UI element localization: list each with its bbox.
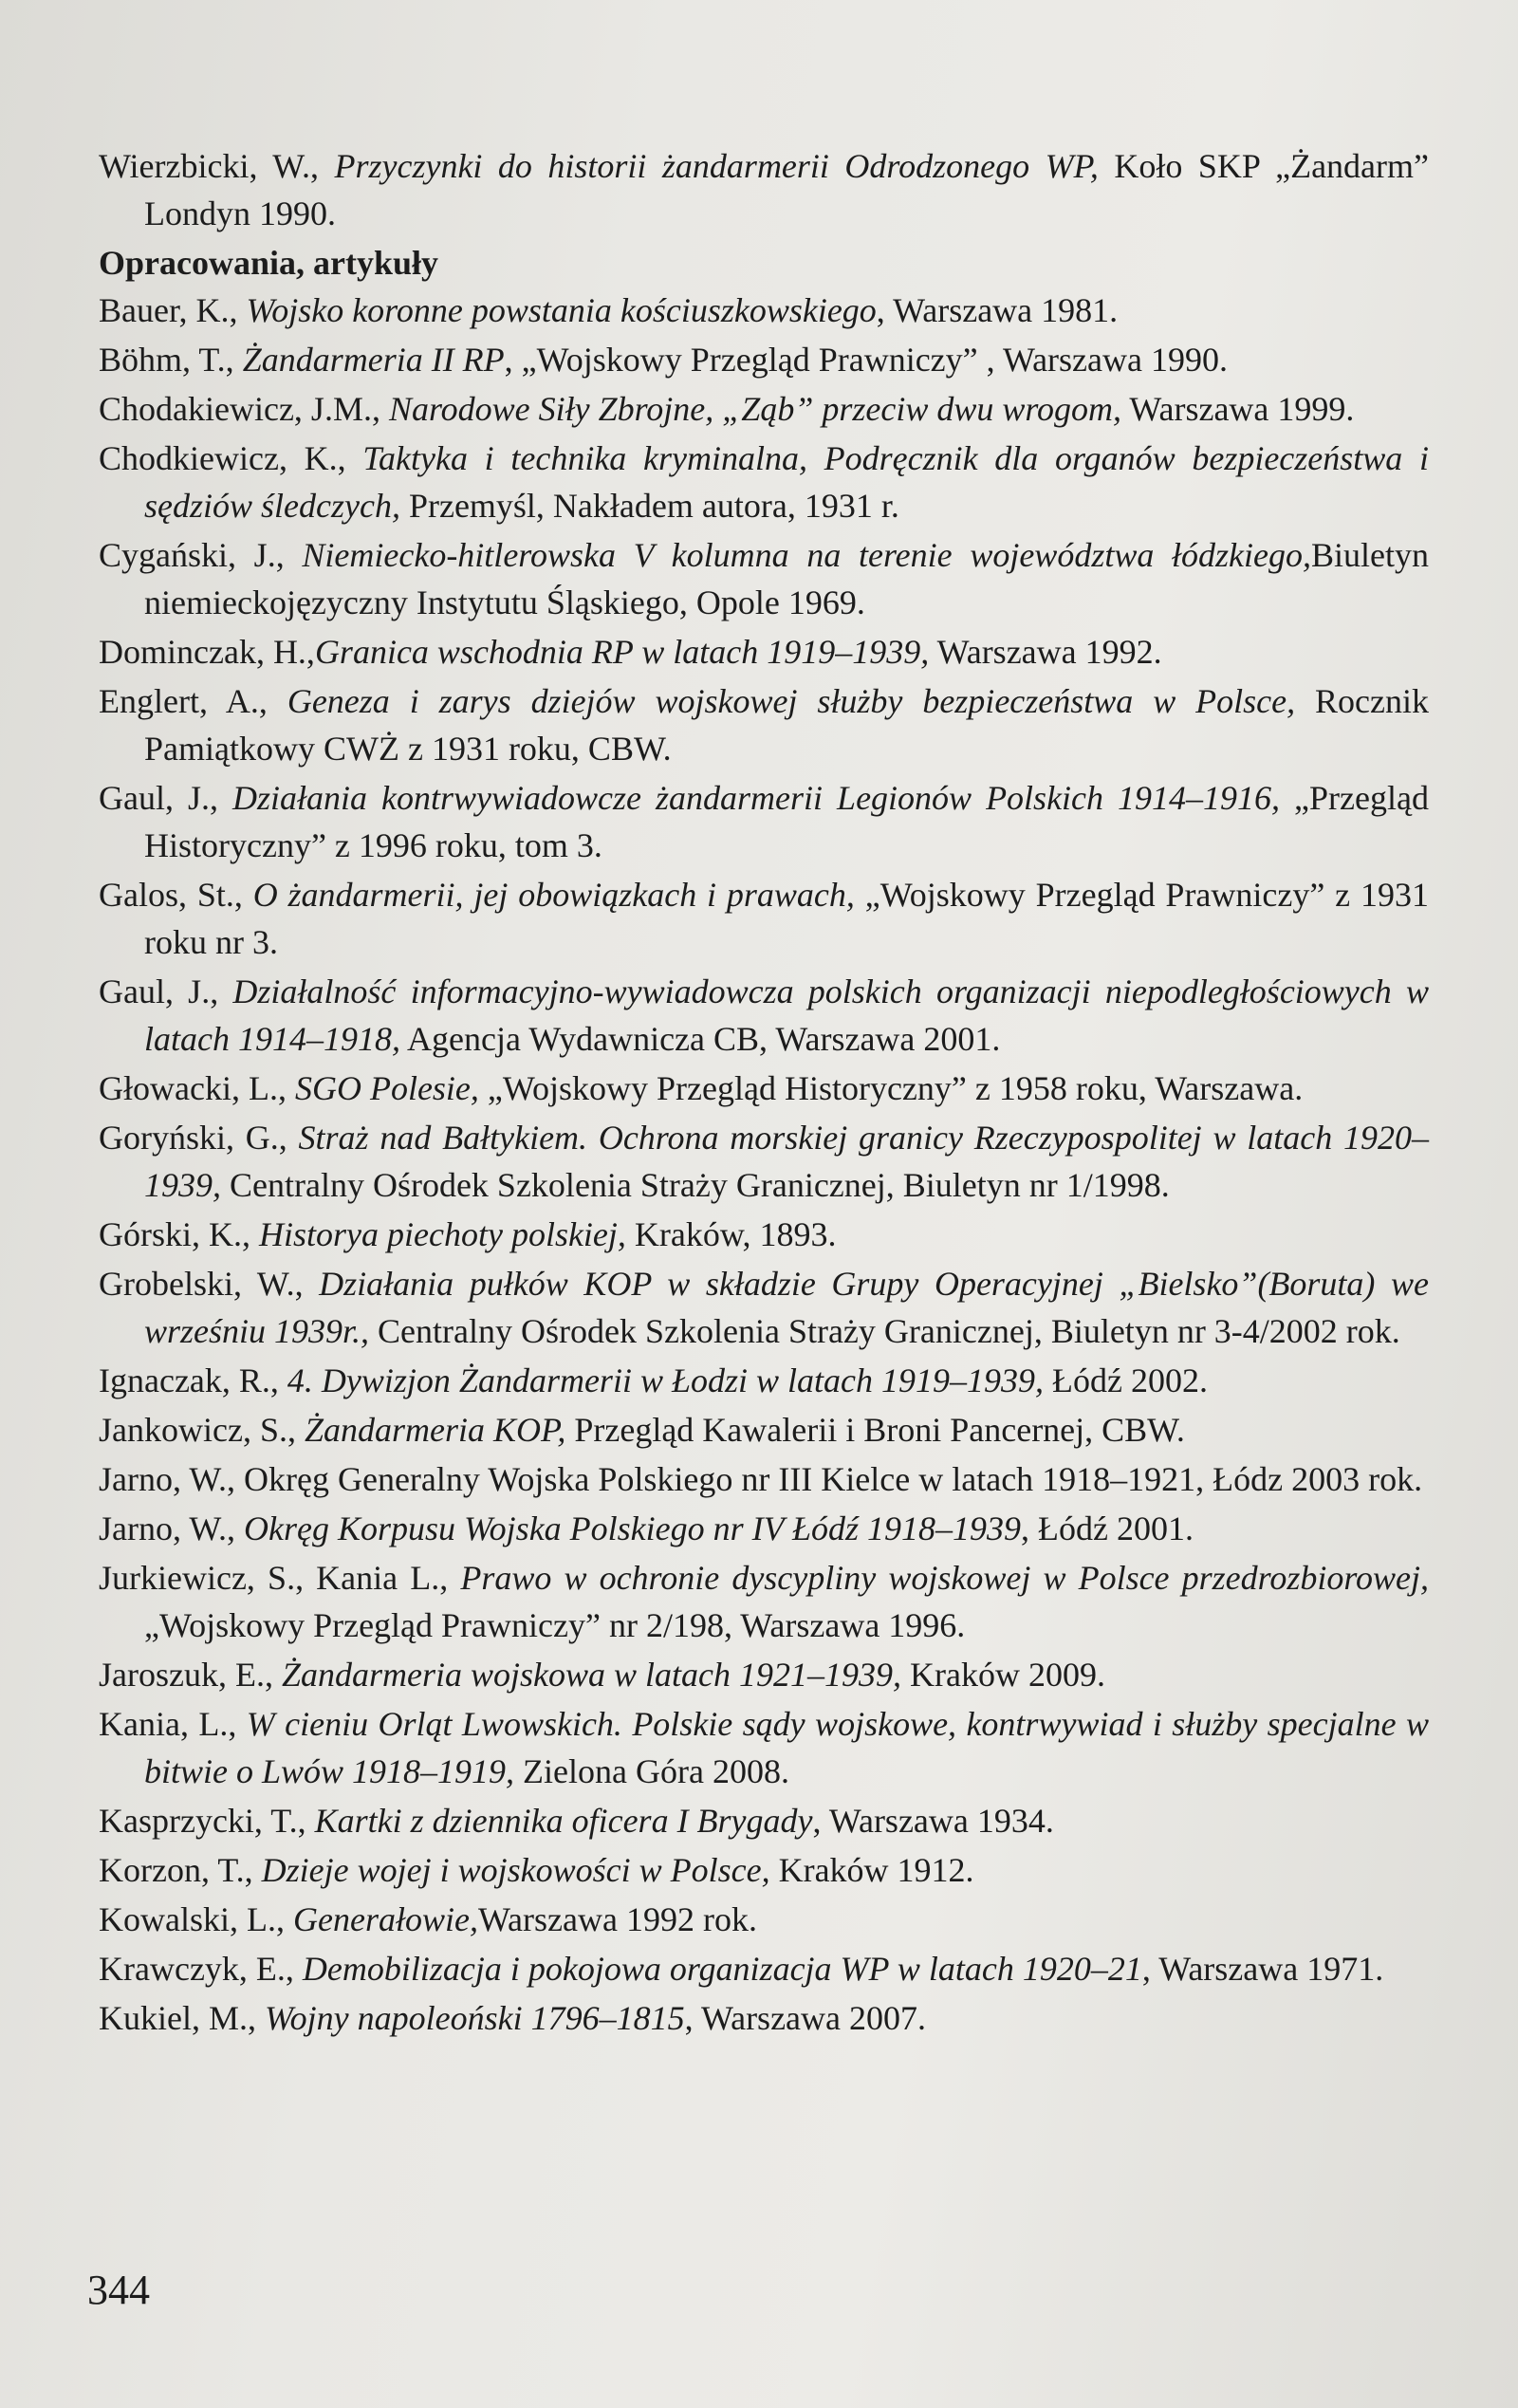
entry-title: Granica wschodnia RP w latach 1919–1939, bbox=[314, 633, 930, 671]
entry-publication: „Wojskowy Przegląd Prawniczy” z 1931 roku nr 3. bbox=[144, 876, 1430, 961]
entry-author: Gaul, J., bbox=[99, 779, 233, 817]
bibliography-entry bbox=[99, 1505, 1429, 1552]
entry-title: 4. Dywizjon Żandarmerii w Łodzi w latach 1919–1939, bbox=[287, 1361, 1044, 1399]
entry-author: Gaul, J., bbox=[99, 972, 233, 1010]
entry-title: Prawo w ochronie dyscypliny wojskowej w Polsce przedrozbiorowej, bbox=[460, 1559, 1429, 1597]
bibliography-entry bbox=[99, 1357, 1429, 1404]
entry-publication: , Warszawa 1971. bbox=[1141, 1950, 1384, 1988]
entry-title: Kartki z dziennika oficera I Brygady bbox=[314, 1802, 813, 1840]
entry-publication: Koło SKP „Żandarm” Londyn 1990. bbox=[144, 147, 1429, 232]
bibliography-entry bbox=[99, 1651, 1429, 1698]
bibliography-entry bbox=[99, 677, 1429, 772]
entry-author: Böhm, T., bbox=[99, 341, 243, 379]
entry-publication: Agencja Wydawnicza CB, Warszawa 2001. bbox=[399, 1020, 1001, 1058]
entry-publication: Okręg Generalny Wojska Polskiego nr III Kielce w latach 1918–1921, Łódz 2003 rok. bbox=[244, 1460, 1423, 1498]
entry-author: Grobelski, W., bbox=[99, 1265, 320, 1303]
bibliography-entry bbox=[99, 1994, 1429, 2042]
bibliography-entry bbox=[99, 1846, 1429, 1894]
entry-publication: Warszawa 1992 rok. bbox=[477, 1900, 757, 1938]
entry-author: Głowacki, L., bbox=[99, 1069, 295, 1107]
page-number: 344 bbox=[87, 2267, 150, 2313]
bibliography-entry bbox=[99, 287, 1429, 334]
entry-author: Chodkiewicz, K., bbox=[99, 439, 363, 477]
bibliography-entry bbox=[99, 1554, 1429, 1649]
bibliography-entry bbox=[99, 1945, 1429, 1992]
entry-author: Kowalski, L., bbox=[99, 1900, 293, 1938]
entry-publication: Kraków, 1893. bbox=[625, 1215, 837, 1253]
entry-author: Jaroszuk, E., bbox=[99, 1656, 282, 1694]
entry-title: Działania pułków KOP w składzie Grupy Operacyjnej „Bielsko”(Boruta) we wrześniu 1939r., bbox=[144, 1265, 1429, 1350]
section-heading: Opracowania, artykuły bbox=[99, 244, 439, 282]
entry-author: Korzon, T., bbox=[99, 1851, 262, 1889]
bibliography-entry bbox=[99, 628, 1429, 676]
entry-title: Straż nad Bałtykiem. Ochrona morskiej granicy Rzeczypospolitej w latach 1920–1939, bbox=[144, 1119, 1429, 1204]
entry-title: Działania kontrwywiadowcze żandarmerii Legionów Polskich 1914–1916, bbox=[232, 779, 1281, 817]
entry-publication: Biuletyn niemieckojęzyczny Instytutu Śląskiego, Opole 1969. bbox=[144, 536, 1429, 621]
bibliography-entry bbox=[99, 1260, 1429, 1355]
entry-author: Englert, A., bbox=[99, 682, 287, 720]
bibliography-entry bbox=[99, 1896, 1429, 1943]
entry-publication: Kraków 1912. bbox=[769, 1851, 974, 1889]
bibliography-entry bbox=[99, 1114, 1429, 1209]
entry-title: Wojny napoleoński 1796–1815 bbox=[265, 1999, 685, 2037]
bibliography-entry bbox=[99, 336, 1429, 383]
entry-title: Żandarmeria II RP bbox=[242, 341, 505, 379]
bibliography-entry bbox=[99, 1406, 1429, 1454]
entry-author: Jarno, W., bbox=[99, 1460, 244, 1498]
entry-author: Kania, L., bbox=[99, 1705, 247, 1743]
entry-title: Działalność informacyjno-wywiadowcza polskich organizacji niepodległościowych w latach 1914–1918, bbox=[144, 972, 1429, 1058]
entry-list bbox=[99, 287, 1429, 2042]
entry-title: W cieniu Orląt Lwowskich. Polskie sądy wojskowe, kontrwywiad i służby specjalne w bitwie o Lwów 1918–1919, bbox=[144, 1705, 1429, 1790]
entry-publication: „Wojskowy Przegląd Prawniczy” nr 2/198, Warszawa 1996. bbox=[144, 1606, 966, 1644]
entry-publication: Warszawa 1999. bbox=[1121, 390, 1355, 428]
entry-title: Geneza i zarys dziejów wojskowej służby bezpieczeństwa w Polsce, bbox=[287, 682, 1296, 720]
entry-title: Narodowe Siły Zbrojne, „Ząb” przeciw dwu wrogom, bbox=[388, 390, 1122, 428]
bibliography-entry bbox=[99, 1700, 1429, 1795]
top-entries bbox=[99, 142, 1429, 237]
entry-publication: Łódź 2002. bbox=[1043, 1361, 1208, 1399]
entry-publication: , Łódź 2001. bbox=[1021, 1510, 1194, 1547]
entry-publication: Centralny Ośrodek Szkolenia Straży Granicznej, Biuletyn nr 3-4/2002 rok. bbox=[369, 1312, 1400, 1350]
entry-title: O żandarmerii, jej obowiązkach i prawach, bbox=[252, 876, 855, 914]
bibliography-entry bbox=[99, 774, 1429, 869]
entry-publication: Kraków 2009. bbox=[901, 1656, 1105, 1694]
entry-author: Ignaczak, R., bbox=[99, 1361, 287, 1399]
entry-author: Jankowicz, S., bbox=[99, 1411, 305, 1449]
entry-title: Demobilizacja i pokojowa organizacja WP w latach 1920–21 bbox=[302, 1950, 1142, 1988]
entry-title: Niemiecko-hitlerowska V kolumna na terenie województwa łódzkiego, bbox=[302, 536, 1311, 574]
bibliography-entry bbox=[99, 1211, 1429, 1258]
entry-publication: Zielona Góra 2008. bbox=[514, 1752, 789, 1790]
bibliography-entry bbox=[99, 435, 1429, 529]
entry-author: Dominczak, H., bbox=[99, 633, 315, 671]
bibliography-entry bbox=[99, 385, 1429, 433]
entry-publication: Przemyśl, Nakładem autora, 1931 r. bbox=[399, 487, 899, 525]
entry-title: Żandarmeria KOP, bbox=[304, 1411, 566, 1449]
entry-title: Okręg Korpusu Wojska Polskiego nr IV Łódź 1918–1939 bbox=[244, 1510, 1021, 1547]
entry-publication: „Wojskowy Przegląd Historyczny” z 1958 roku, Warszawa. bbox=[478, 1069, 1304, 1107]
entry-publication: , Warszawa 1934. bbox=[812, 1802, 1054, 1840]
entry-publication: Centralny Ośrodek Szkolenia Straży Granicznej, Biuletyn nr 1/1998. bbox=[221, 1166, 1170, 1204]
entry-publication: „Przegląd Historyczny” z 1996 roku, tom 3. bbox=[144, 779, 1429, 864]
entry-publication: Przegląd Kawalerii i Broni Pancernej, CBW. bbox=[565, 1411, 1185, 1449]
bibliography-entry bbox=[99, 968, 1429, 1063]
entry-author: Kasprzycki, T., bbox=[99, 1802, 315, 1840]
bibliography-entry bbox=[99, 1065, 1429, 1112]
entry-title: Dzieje wojej i wojskowości w Polsce, bbox=[261, 1851, 770, 1889]
bibliography-entry bbox=[99, 1797, 1429, 1844]
entry-publication: Warszawa 1992. bbox=[929, 633, 1162, 671]
entry-title: Generałowie, bbox=[292, 1900, 478, 1938]
bibliography-entry bbox=[99, 531, 1429, 626]
entry-title: Przyczynki do historii żandarmerii Odrodzonego WP, bbox=[334, 147, 1099, 185]
entry-author: Bauer, K., bbox=[99, 291, 247, 329]
entry-author: Krawczyk, E., bbox=[99, 1950, 303, 1988]
entry-title: Historya piechoty polskiej, bbox=[259, 1215, 626, 1253]
entry-title: SGO Polesie, bbox=[294, 1069, 479, 1107]
bibliography-entry bbox=[99, 142, 1429, 237]
entry-publication: , Warszawa 1981. bbox=[876, 291, 1119, 329]
entry-author: Jurkiewicz, S., Kania L., bbox=[99, 1559, 461, 1597]
entry-title: Wojsko koronne powstania kościuszkowskiego bbox=[246, 291, 877, 329]
entry-author: Goryński, G., bbox=[99, 1119, 299, 1157]
entry-publication: , „Wojskowy Przegląd Prawniczy” , Warszawa 1990. bbox=[504, 341, 1228, 379]
entry-author: Górski, K., bbox=[99, 1215, 259, 1253]
entry-title: Taktyka i technika kryminalna, Podręcznik dla organów bezpieczeństwa i sędziów śledczych, bbox=[144, 439, 1429, 525]
entry-author: Jarno, W., bbox=[99, 1510, 244, 1547]
entry-author: Kukiel, M., bbox=[99, 1999, 265, 2037]
entry-author: Wierzbicki, W., bbox=[99, 147, 335, 185]
bibliography-entry bbox=[99, 1455, 1429, 1503]
bibliography bbox=[99, 142, 1429, 2044]
entry-author: Cygański, J., bbox=[99, 536, 303, 574]
bibliography-entry bbox=[99, 871, 1429, 966]
entry-author: Galos, St., bbox=[99, 876, 253, 914]
entry-publication: , Warszawa 2007. bbox=[684, 1999, 926, 2037]
entry-publication: Rocznik Pamiątkowy CWŻ z 1931 roku, CBW. bbox=[144, 682, 1430, 768]
entry-author: Chodakiewicz, J.M., bbox=[99, 390, 389, 428]
entry-title: Żandarmeria wojskowa w latach 1921–1939, bbox=[281, 1656, 901, 1694]
